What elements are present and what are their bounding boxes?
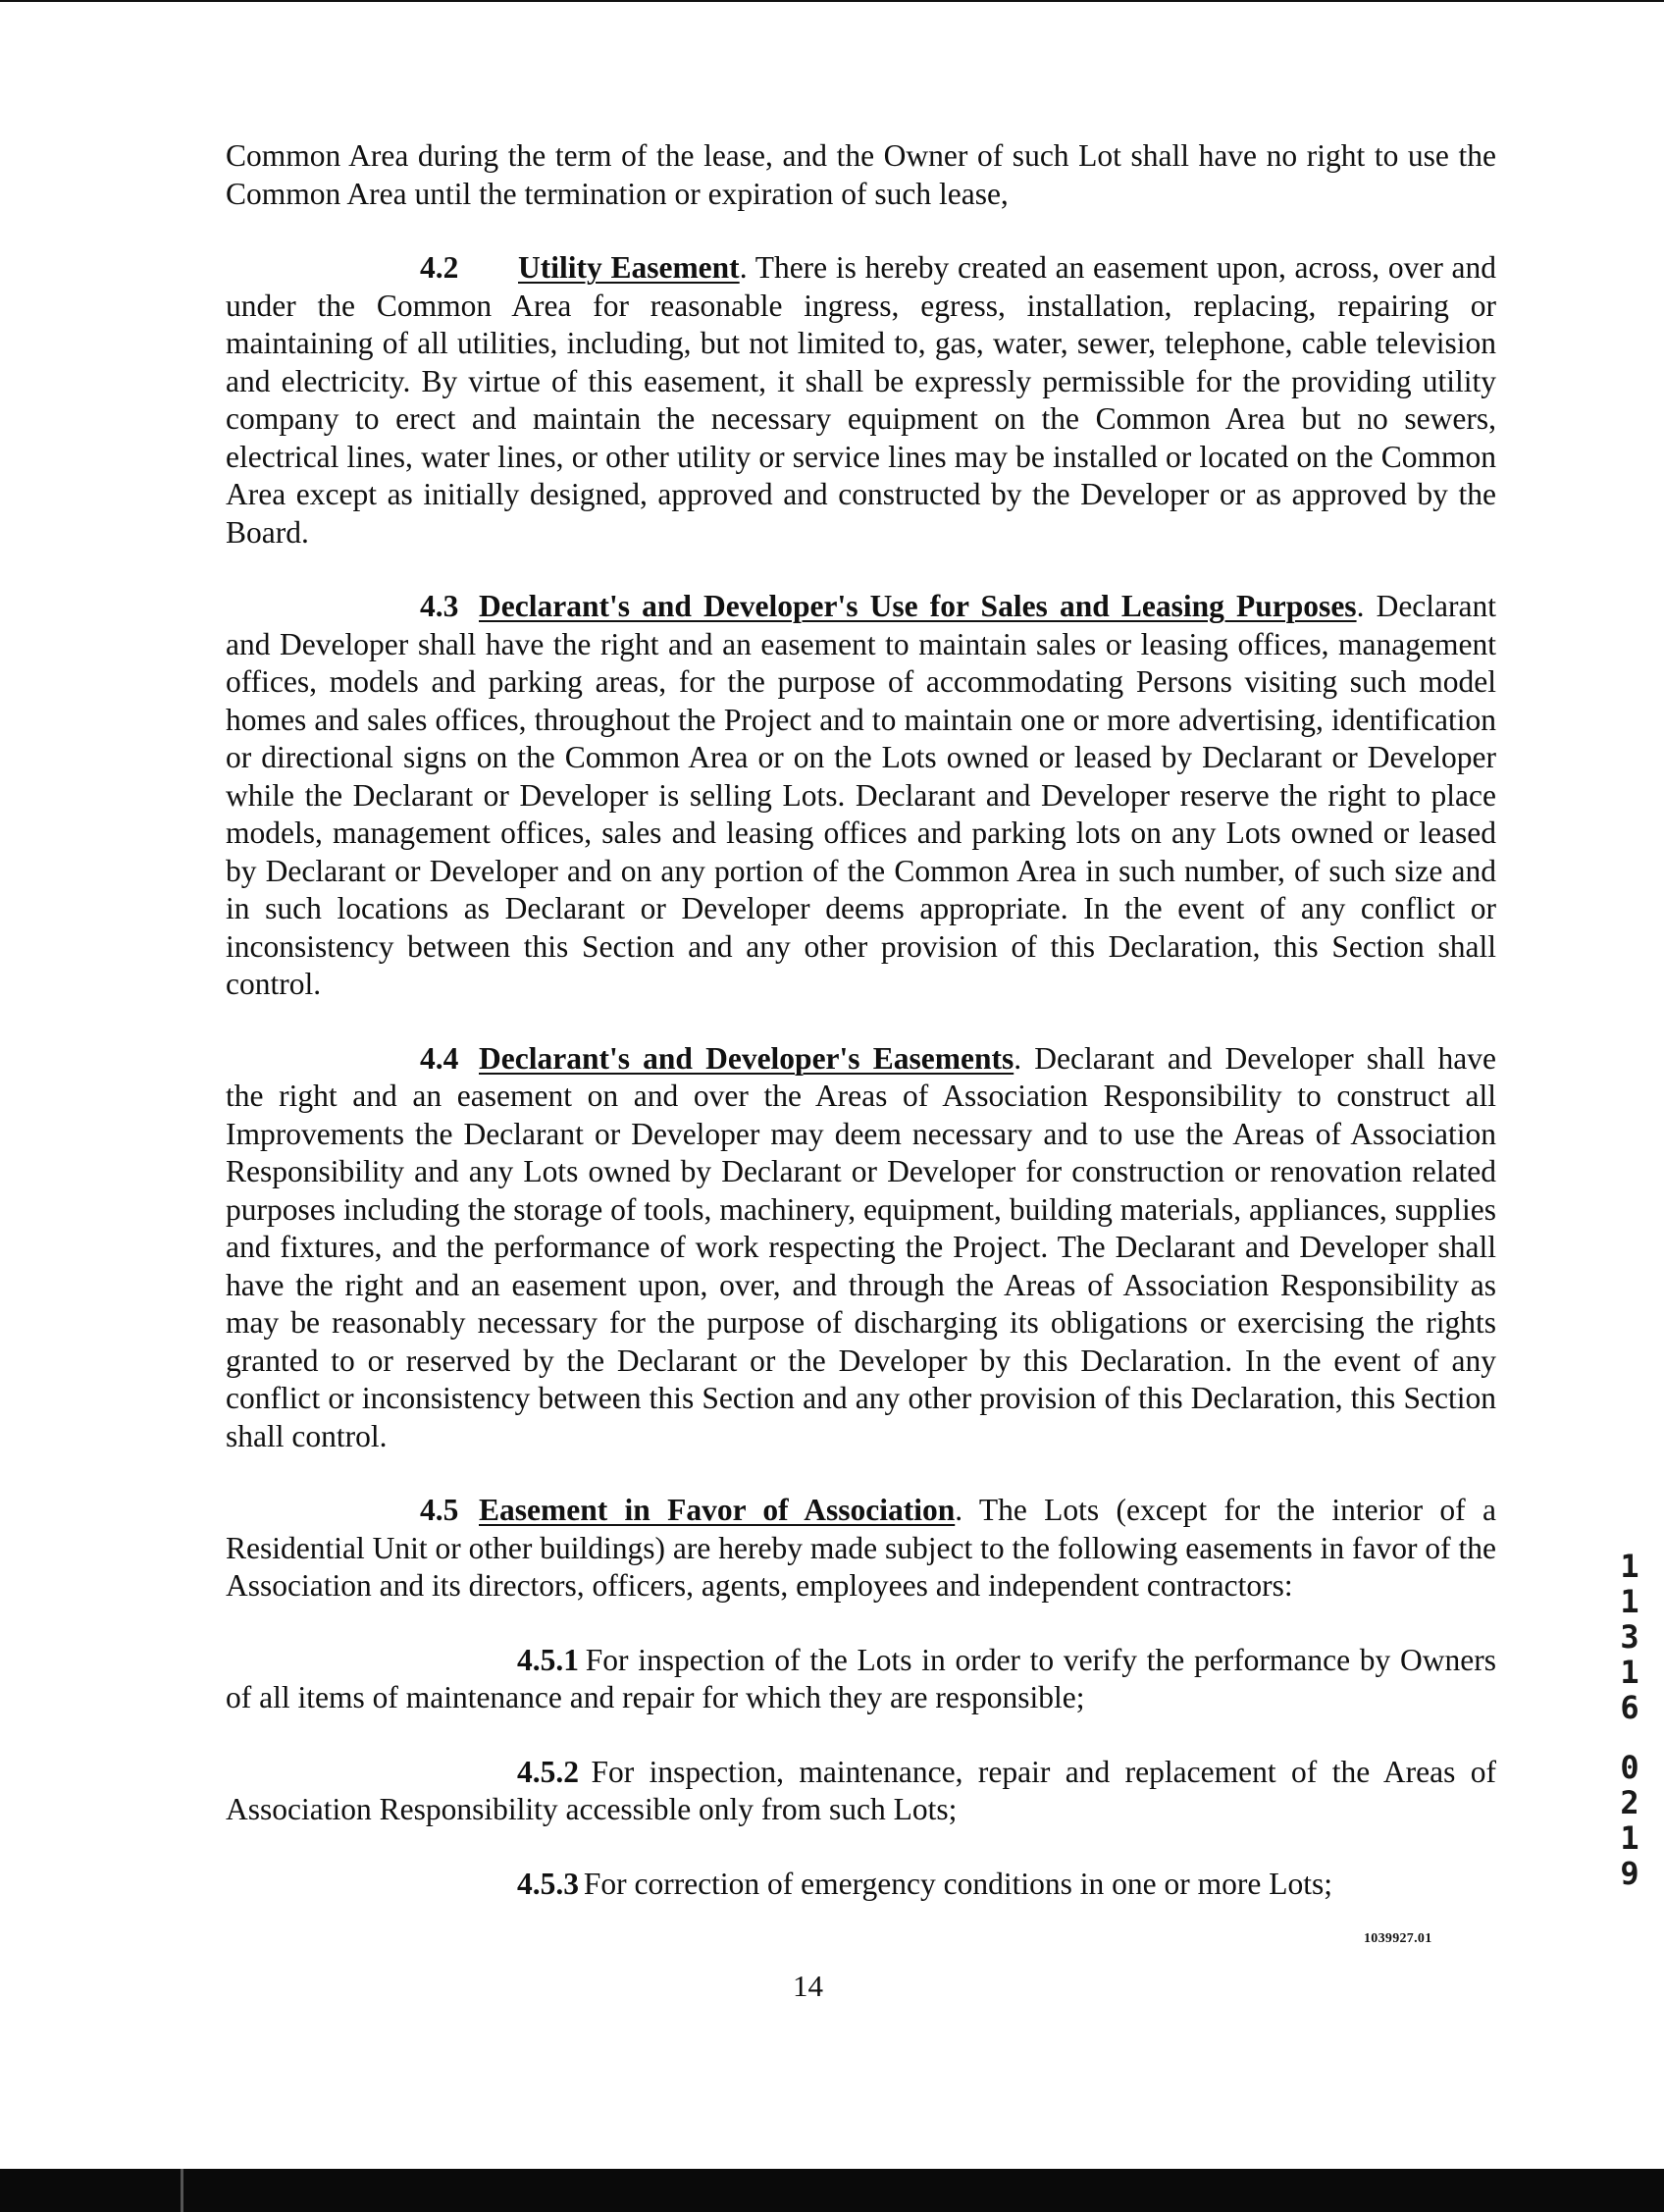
section-number: 4.5 bbox=[420, 1493, 459, 1527]
section-number: 4.2 bbox=[420, 250, 459, 285]
section-heading: Declarant's and Developer's Use for Sales and Leasing Purposes bbox=[479, 589, 1357, 623]
subsection-number: 4.5.3 bbox=[517, 1866, 579, 1901]
subsection-body: For correction of emergency conditions in one or more Lots; bbox=[583, 1866, 1332, 1901]
scan-border-gap bbox=[181, 2169, 183, 2212]
section-number: 4.3 bbox=[420, 589, 459, 623]
section-heading: Easement in Favor of Association bbox=[479, 1493, 956, 1527]
subsection-number: 4.5.1 bbox=[517, 1642, 579, 1677]
section-body: . Declarant and Developer shall have the right and an easement to maintain sales or leasing offices, management offices, models and parking areas, for the purpose of accommodating Persons visiting such model homes and sales offices, throughout the Project and to maintain one or more advertising, identification or directional signs on the Common Area or on the Lots owned or leased by Declarant or Developer while the Declarant or Developer is selling Lots. Declarant and Developer reserve the right to place models, management offices, sales and leasing offices and parking lots on any Lots owned or leased by Declarant or Developer and on any portion of the Common Area in such number, of such size and in such locations as Declarant or Developer deems appropriate. In the event of any conflict or inconsistency between this Section and any other provision of this Declaration, this Section shall control. bbox=[226, 589, 1496, 1001]
paragraph-continued: Common Area during the term of the lease, and the Owner of such Lot shall have no right to use the Common Area until the termination or expiration of such lease, bbox=[226, 138, 1496, 211]
recording-stamp-lower bbox=[1615, 1750, 1644, 1891]
stamp-digit: 1 bbox=[1620, 1548, 1639, 1585]
section-body: . There is hereby created an easement upon, across, over and under the Common Area for reasonable ingress, egress, installation, replacing, repairing or maintaining of all utilities, including, but not limited to, gas, water, sewer, telephone, cable television and electricity. By virtue of this easement, it shall be expressly permissible for the providing utility company to erect and maintain the necessary equipment on the Common Area but no sewers, electrical lines, water lines, or other utility or service lines may be installed or located on the Common Area except as initially designed, approved and constructed by the Developer or as approved by the Board. bbox=[226, 250, 1497, 550]
page-number: 14 bbox=[793, 1969, 823, 2003]
section-4-3 bbox=[226, 588, 1496, 1004]
section-4-4 bbox=[226, 1040, 1496, 1456]
section-heading: Declarant's and Developer's Easements bbox=[479, 1040, 1014, 1076]
stamp-digit: 6 bbox=[1620, 1689, 1639, 1726]
stamp-digit: 3 bbox=[1620, 1618, 1639, 1656]
subsection-body: For inspection of the Lots in order to verify the performance by Owners of all items of maintenance and repair for which they are responsible; bbox=[226, 1642, 1496, 1714]
stamp-digit: 9 bbox=[1620, 1855, 1639, 1892]
section-4-5-2 bbox=[226, 1754, 1496, 1829]
subsection-number: 4.5.2 bbox=[517, 1754, 579, 1789]
top-border bbox=[0, 0, 1664, 2]
document-page bbox=[226, 137, 1496, 1903]
section-body: . Declarant and Developer shall have the right and an easement on and over the Areas of Association Responsibility to construct all Improvements the Declarant or Developer may deem necessary and to use the Areas of Association Responsibility and any Lots owned by Declarant or Developer for construction or renovation related purposes including the storage of tools, machinery, equipment, building materials, appliances, supplies and fixtures, and the performance of work respecting the Project. The Declarant and Developer shall have the right and an easement upon, over, and through the Areas of Association Responsibility as may be reasonably necessary for the purpose of discharging its obligations or exercising the rights granted to or reserved by the Declarant or the Developer by this Declaration. In the event of any conflict or inconsistency between this Section and any other provision of this Declaration, this Section shall control. bbox=[226, 1040, 1496, 1453]
stamp-digit: 1 bbox=[1620, 1583, 1639, 1620]
section-4-5-1 bbox=[226, 1642, 1496, 1717]
stamp-digit: 0 bbox=[1620, 1749, 1639, 1786]
document-id: 1039927.01 bbox=[1364, 1931, 1432, 1946]
section-4-2 bbox=[226, 249, 1496, 552]
section-heading: Utility Easement bbox=[518, 250, 740, 285]
stamp-digit: 2 bbox=[1620, 1784, 1639, 1821]
section-number: 4.4 bbox=[420, 1040, 459, 1076]
section-4-5-3 bbox=[226, 1866, 1496, 1904]
subsection-body: For inspection, maintenance, repair and replacement of the Areas of Association Responsibility accessible only from such Lots; bbox=[226, 1754, 1497, 1826]
recording-stamp-upper bbox=[1615, 1549, 1644, 1725]
section-4-5 bbox=[226, 1492, 1496, 1606]
stamp-digit: 1 bbox=[1620, 1819, 1639, 1857]
stamp-digit: 1 bbox=[1620, 1654, 1639, 1691]
scan-bottom-border bbox=[0, 2169, 1664, 2212]
section-body: . The Lots (except for the interior of a Residential Unit or other buildings) are hereby made subject to the following easements in favor of the Association and its directors, officers, agents, employees and independent contractors: bbox=[226, 1493, 1496, 1603]
